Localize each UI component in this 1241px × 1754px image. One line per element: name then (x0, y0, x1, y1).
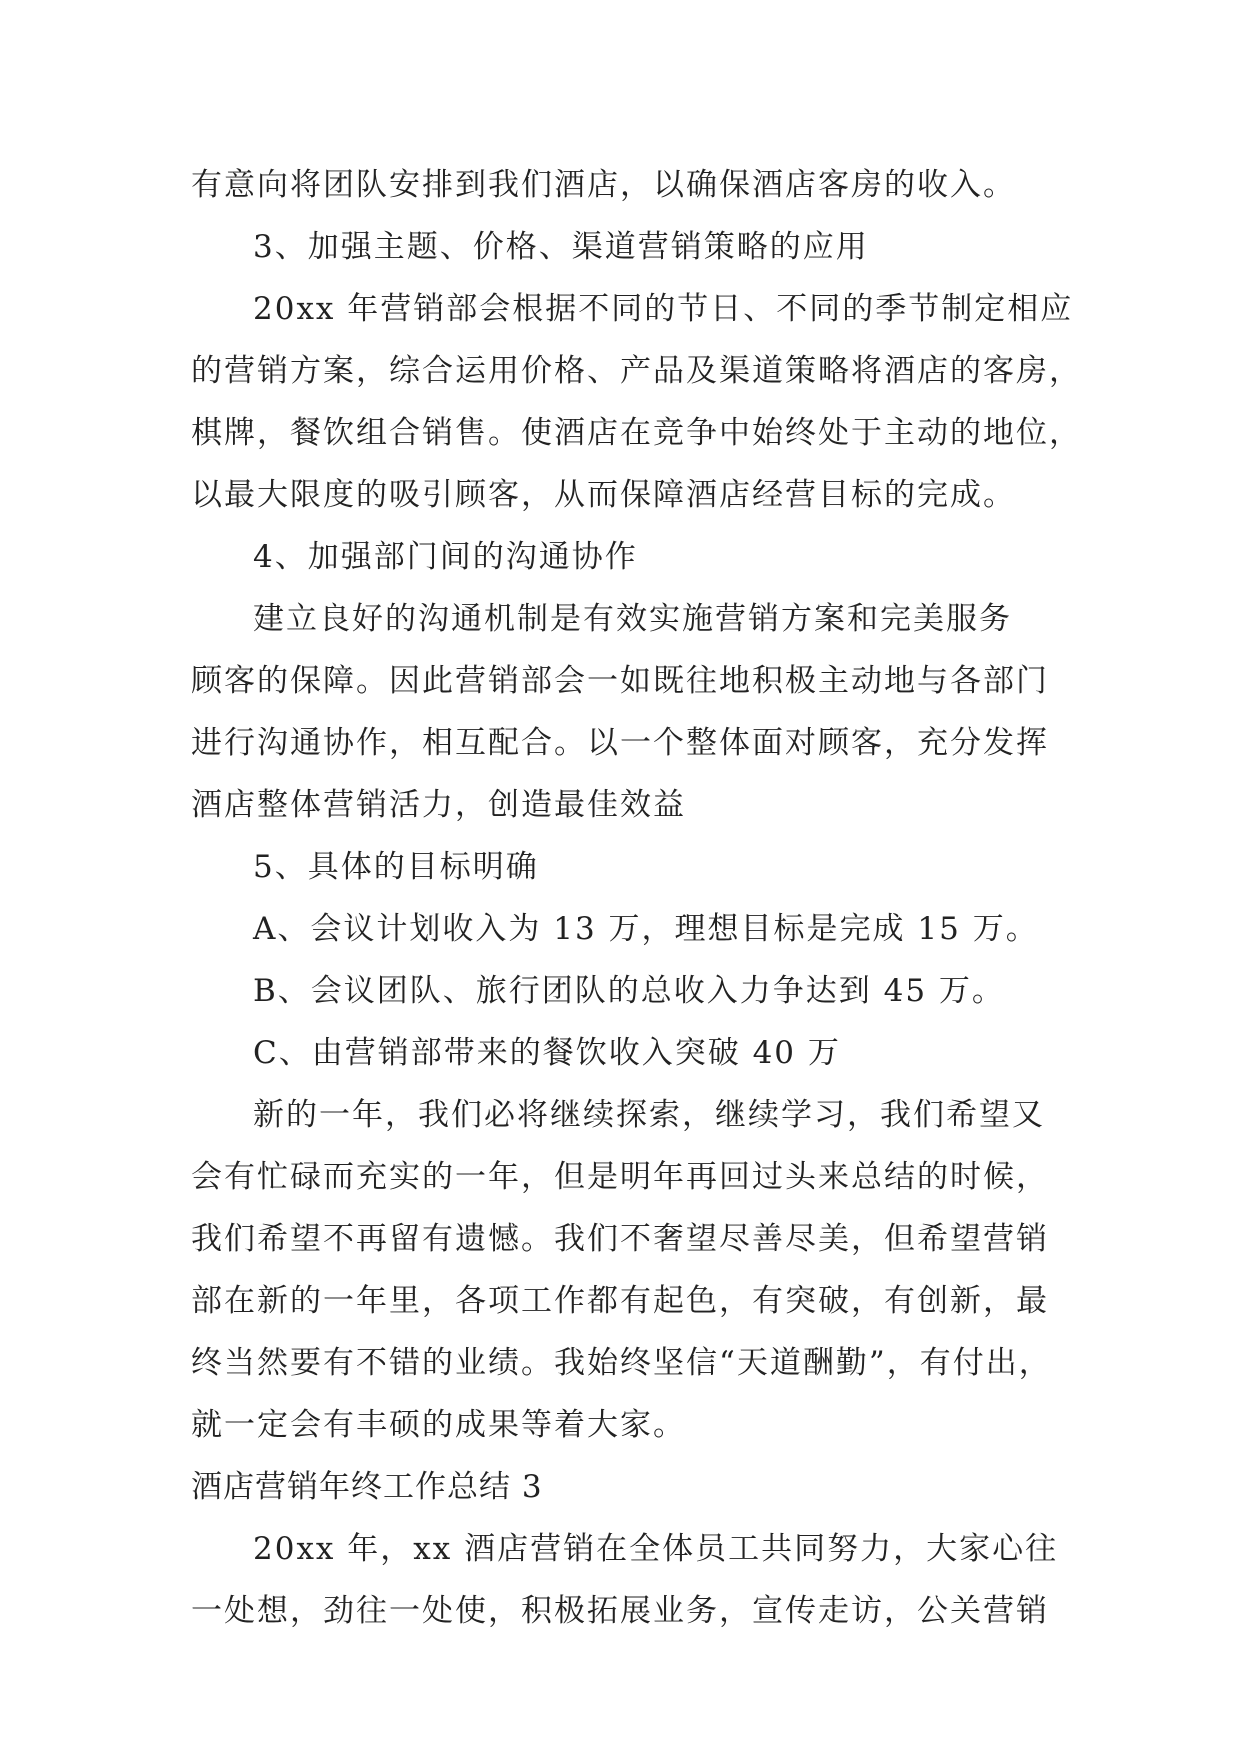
body-text-line: 新的一年，我们必将继续探索，继续学习，我们希望又 (253, 1097, 1045, 1133)
body-text-line: 20xx 年营销部会根据不同的节日、不同的季节制定相应 (253, 291, 1074, 327)
list-item: B、会议团队、旅行团队的总收入力争达到 45 万。 (253, 973, 1005, 1009)
body-text-line: 一处想，劲往一处使，积极拓展业务，宣传走访，公关营销 (191, 1593, 1049, 1629)
list-item: A、会议计划收入为 13 万，理想目标是完成 15 万。 (253, 911, 1039, 947)
body-text-line: 部在新的一年里，各项工作都有起色，有突破，有创新，最 (191, 1283, 1049, 1319)
body-text-line: 终当然要有不错的业绩。我始终坚信“天道酬勤”，有付出， (191, 1345, 1052, 1381)
list-item: C、由营销部带来的餐饮收入突破 40 万 (253, 1035, 841, 1071)
body-text-line: 就一定会有丰硕的成果等着大家。 (191, 1407, 686, 1443)
body-text-line: 顾客的保障。因此营销部会一如既往地积极主动地与各部门 (191, 663, 1049, 699)
body-text-line: 棋牌，餐饮组合销售。使酒店在竞争中始终处于主动的地位， (191, 415, 1082, 451)
body-text-line: 会有忙碌而充实的一年，但是明年再回过头来总结的时候， (191, 1159, 1049, 1195)
body-text-line: 酒店整体营销活力，创造最佳效益 (191, 787, 686, 823)
body-text-line: 建立良好的沟通机制是有效实施营销方案和完美服务 (253, 601, 1012, 637)
section-heading: 5、具体的目标明确 (253, 849, 539, 885)
body-text-line: 我们希望不再留有遗憾。我们不奢望尽善尽美，但希望营销 (191, 1221, 1049, 1257)
section-heading: 4、加强部门间的沟通协作 (253, 539, 638, 575)
body-text-line: 有意向将团队安排到我们酒店，以确保酒店客房的收入。 (191, 167, 1016, 203)
body-text-line: 以最大限度的吸引顾客，从而保障酒店经营目标的完成。 (191, 477, 1016, 513)
body-text-line: 的营销方案，综合运用价格、产品及渠道策略将酒店的客房， (191, 353, 1082, 389)
body-text-line: 20xx 年，xx 酒店营销在全体员工共同努力，大家心往 (253, 1531, 1059, 1567)
body-text-line: 进行沟通协作，相互配合。以一个整体面对顾客，充分发挥 (191, 725, 1049, 761)
section-heading: 3、加强主题、价格、渠道营销策略的应用 (253, 229, 869, 265)
document-title: 酒店营销年终工作总结 3 (191, 1469, 543, 1505)
